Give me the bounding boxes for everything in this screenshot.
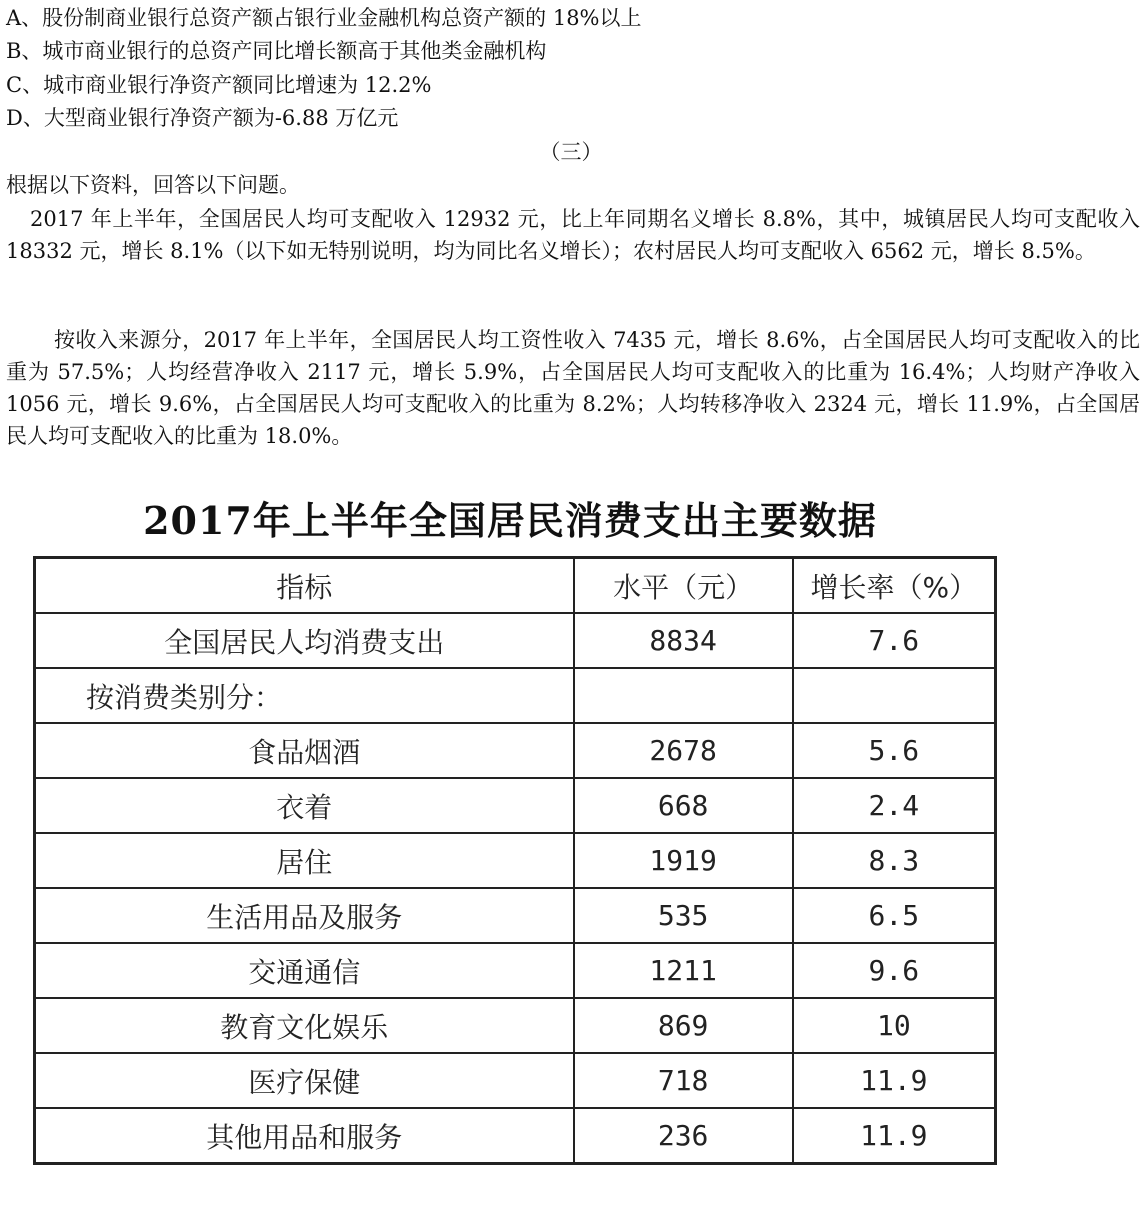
table-row [35,1053,996,1108]
table-row [35,1108,996,1164]
row-label: 教育文化娱乐 [35,998,574,1053]
option-a: A、股份制商业银行总资产额占银行业金融机构总资产额的 18%以上 [6,6,642,30]
table-row [35,943,996,998]
row-growth: 7.6 [793,613,996,668]
row-level: 8834 [574,613,793,668]
option-d: D、大型商业银行净资产额为-6.88 万亿元 [6,106,399,130]
row-level: 236 [574,1108,793,1164]
row-growth: 2.4 [793,778,996,833]
option-b: B、城市商业银行的总资产同比增长额高于其他类金融机构 [6,39,547,63]
paragraph-income-sources: 按收入来源分，2017 年上半年，全国居民人均工资性收入 7435 元，增长 8.6%，占全国居民人均可支配收入的比重为 57.5%；人均经营净收入 2117 元，增长 5.9%，占全国居民人均可支配收入的比重为 16.4%；人均财产净收入 1056 元，增长 9.6%，占全国居民人均可支配收入的比重为 8.2%；人均转移净收入 2324 元，增长 11.9%，占全国居民人均可支配收入的比重为 18.0%。 [6,328,1140,448]
row-label: 居住 [35,833,574,888]
table-row [35,998,996,1053]
row-level [574,668,793,723]
row-growth: 11.9 [793,1053,996,1108]
table-row [35,778,996,833]
row-label: 交通通信 [35,943,574,998]
table-row [35,613,996,668]
row-level: 718 [574,1053,793,1108]
row-label: 生活用品及服务 [35,888,574,943]
table-header-row [35,558,996,614]
row-growth: 10 [793,998,996,1053]
row-label: 食品烟酒 [35,723,574,778]
table-row [35,668,996,723]
row-label: 医疗保健 [35,1053,574,1108]
row-growth: 9.6 [793,943,996,998]
row-growth [793,668,996,723]
row-label: 按消费类别分： [35,668,574,723]
option-c: C、城市商业银行净资产额同比增速为 12.2% [6,73,432,97]
row-label: 全国居民人均消费支出 [35,613,574,668]
section-marker: （三） [539,140,603,164]
row-growth: 6.5 [793,888,996,943]
row-growth: 8.3 [793,833,996,888]
instruction-text: 根据以下资料，回答以下问题。 [6,173,300,197]
row-growth: 5.6 [793,723,996,778]
row-level: 668 [574,778,793,833]
header-growth: 增长率（%） [793,558,996,614]
table-row [35,833,996,888]
table-row [35,888,996,943]
row-level: 869 [574,998,793,1053]
paragraph-income: 2017 年上半年，全国居民人均可支配收入 12932 元，比上年同期名义增长 8.8%，其中，城镇居民人均可支配收入 18332 元，增长 8.1%（以下如无特别说明，均为同比名义增长）；农村居民人均可支配收入 6562 元，增长 8.5%。 [6,207,1140,263]
table-row [35,723,996,778]
row-label: 其他用品和服务 [35,1108,574,1164]
row-level: 2678 [574,723,793,778]
row-growth: 11.9 [793,1108,996,1164]
consumption-table [33,556,997,1165]
row-label: 衣着 [35,778,574,833]
table-title: 2017年上半年全国居民消费支出主要数据 [143,498,877,543]
row-level: 1211 [574,943,793,998]
row-level: 1919 [574,833,793,888]
header-indicator: 指标 [35,558,574,614]
header-level: 水平（元） [574,558,793,614]
row-level: 535 [574,888,793,943]
